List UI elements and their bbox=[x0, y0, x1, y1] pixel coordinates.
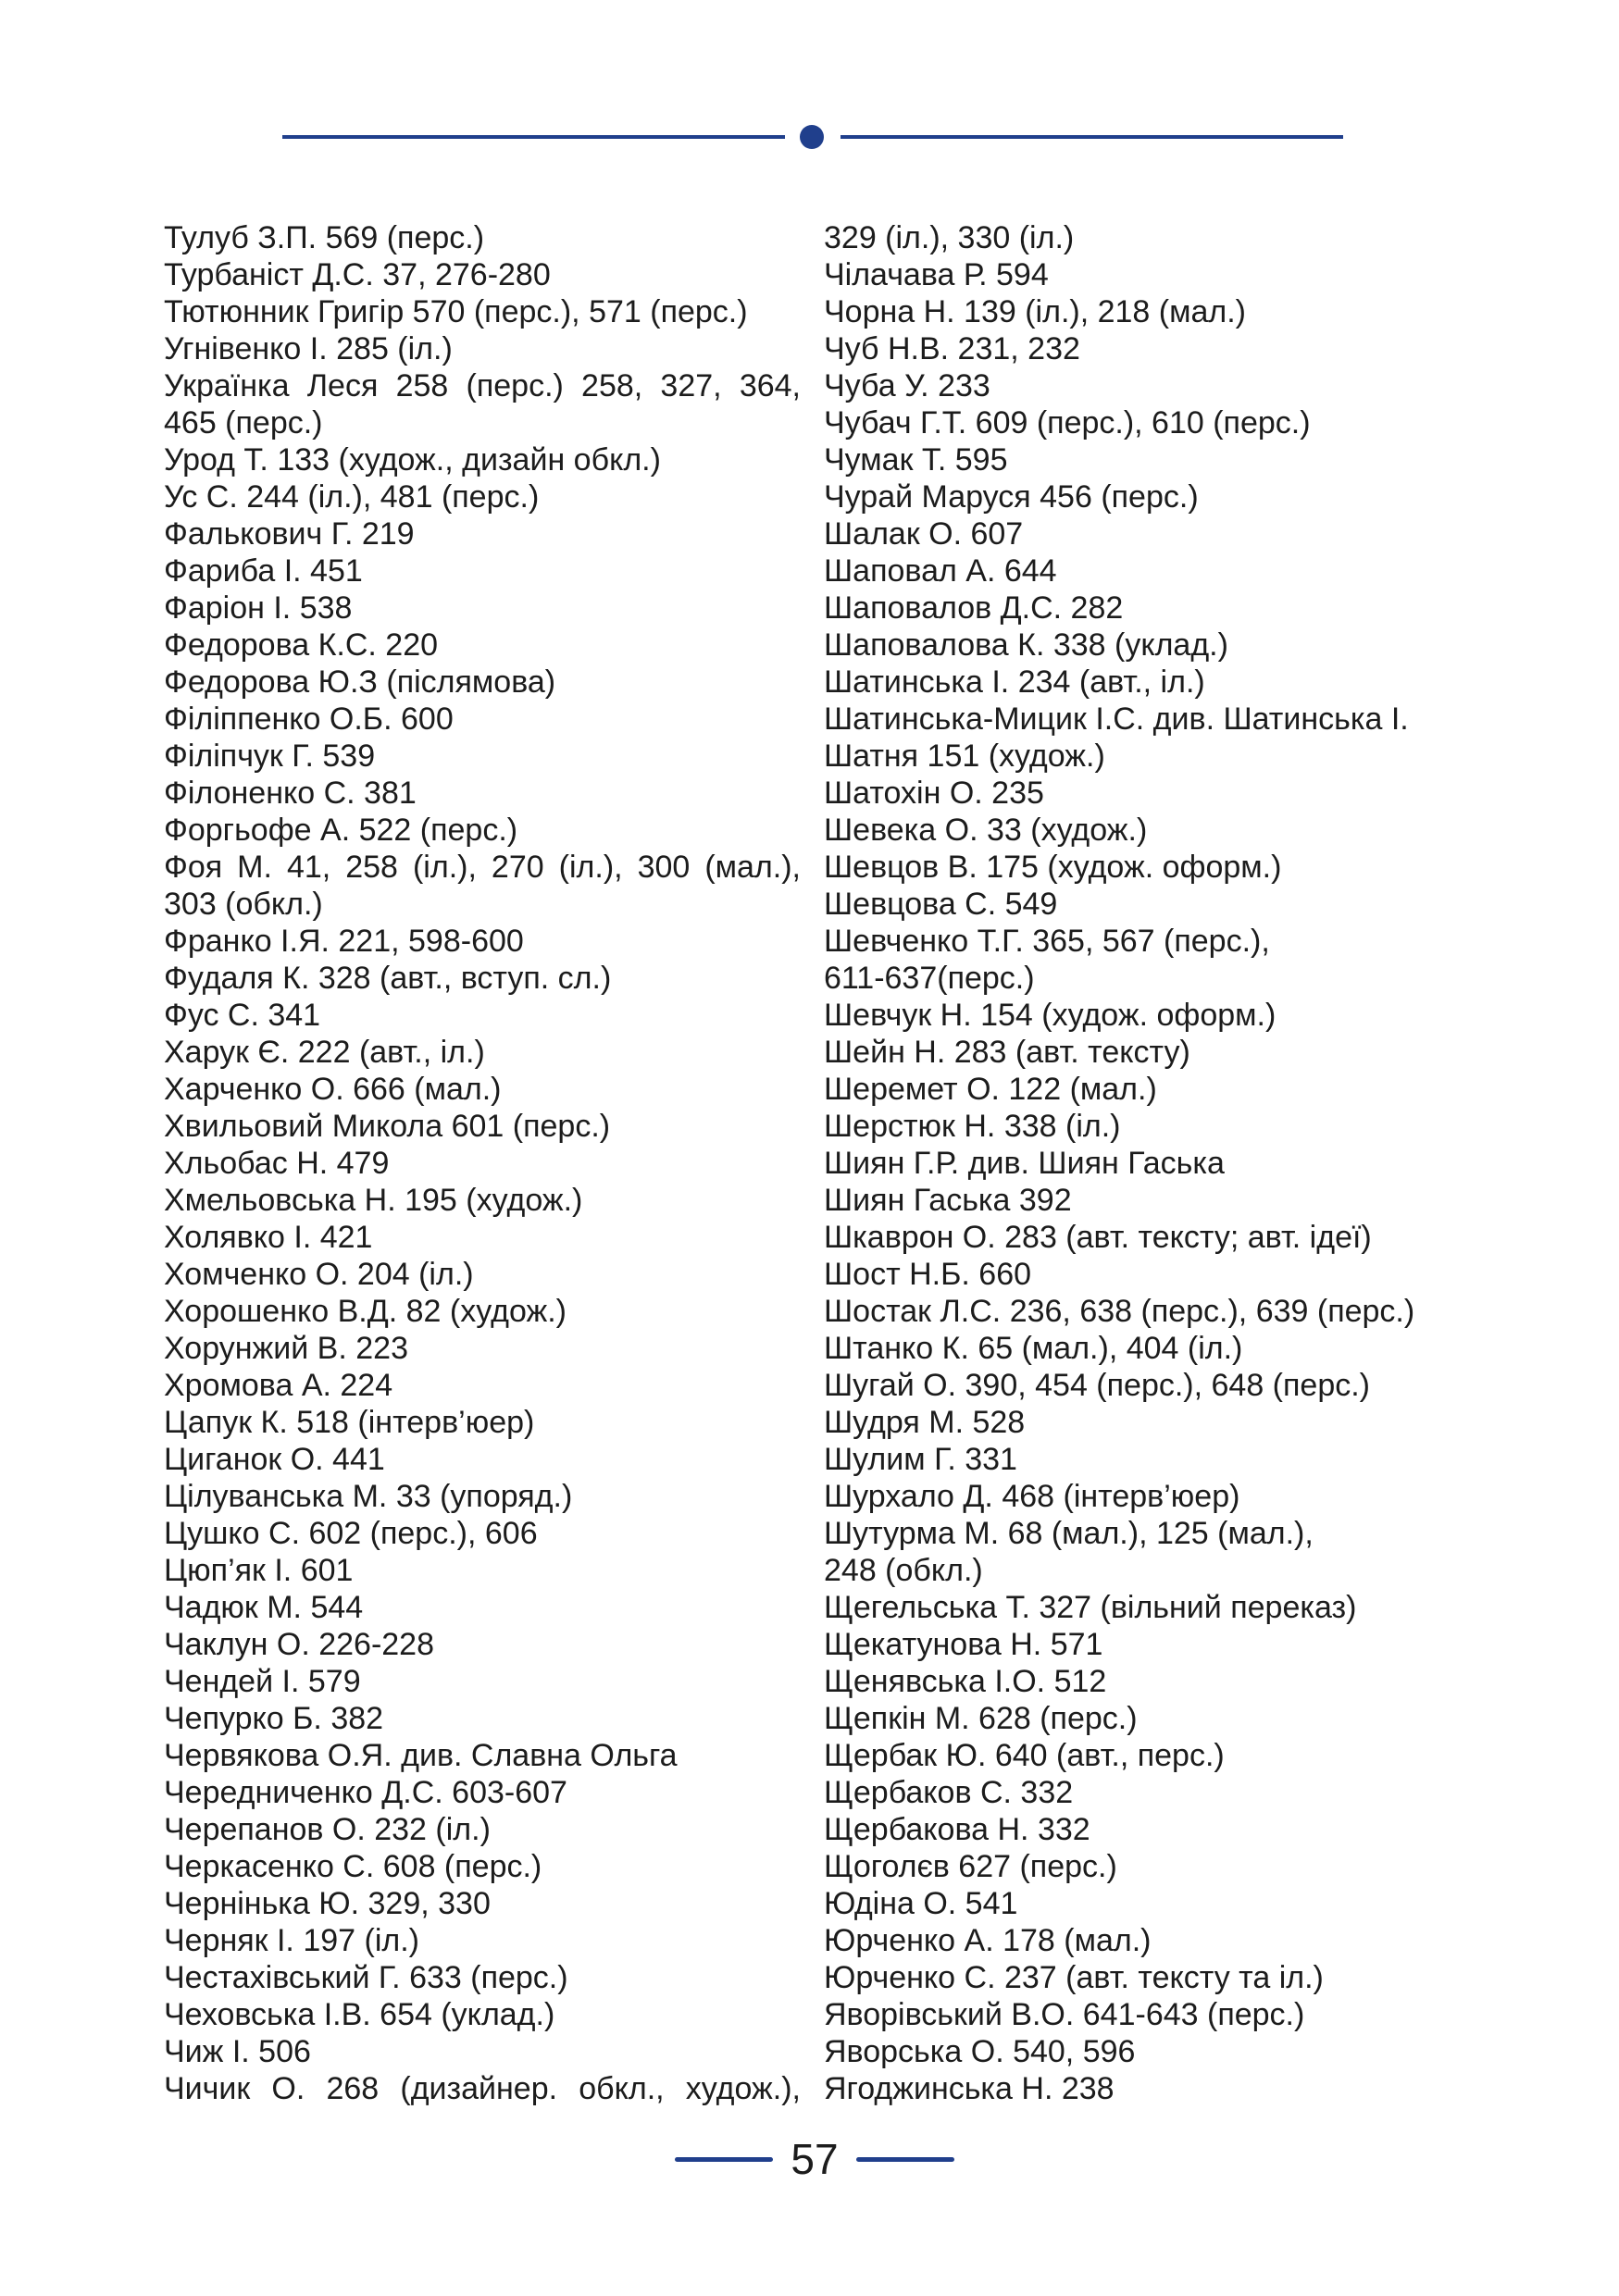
index-entry: Шевченко Т.Г. 365, 567 (перс.), bbox=[824, 924, 1270, 959]
index-entry: Щербак Ю. 640 (авт., перс.) bbox=[824, 1738, 1225, 1773]
index-entry: Чадюк М. 544 bbox=[164, 1590, 364, 1625]
index-entry: Шевчук Н. 154 (худож. оформ.) bbox=[824, 998, 1277, 1033]
index-entry: Шостак Л.С. 236, 638 (перс.), 639 (перс.) bbox=[824, 1294, 1415, 1329]
index-entry: Чередниченко Д.С. 603-607 bbox=[164, 1775, 567, 1810]
index-entry: Чуба У. 233 bbox=[824, 368, 990, 403]
index-entry: Шост Н.Б. 660 bbox=[824, 1257, 1032, 1292]
index-entry: Черепанов О. 232 (іл.) bbox=[164, 1812, 491, 1847]
index-column-right bbox=[824, 219, 1490, 2107]
index-entry: Чубач Г.Т. 609 (перс.), 610 (перс.) bbox=[824, 405, 1311, 441]
index-entry: Холявко І. 421 bbox=[164, 1220, 373, 1255]
index-entry: Філоненко С. 381 bbox=[164, 776, 417, 811]
index-entry: Щепкін М. 628 (перс.) bbox=[824, 1701, 1138, 1736]
index-entry: Щоголєв 627 (перс.) bbox=[824, 1849, 1117, 1884]
index-entry: Шулим Г. 331 bbox=[824, 1442, 1017, 1477]
index-entry: Фалькович Г. 219 bbox=[164, 516, 415, 552]
index-entry: Чернінька Ю. 329, 330 bbox=[164, 1886, 491, 1921]
index-entry: Штанко К. 65 (мал.), 404 (іл.) bbox=[824, 1331, 1243, 1366]
index-entry: Цілуванська М. 33 (упоряд.) bbox=[164, 1479, 573, 1514]
index-entry: Шурхало Д. 468 (інтерв’юер) bbox=[824, 1479, 1240, 1514]
index-entry: Хомченко О. 204 (іл.) bbox=[164, 1257, 474, 1292]
index-entry: Шалак О. 607 bbox=[824, 516, 1024, 552]
index-entry: Франко І.Я. 221, 598-600 bbox=[164, 924, 524, 959]
index-entry: Шиян Г.Р. див. Шиян Гаська bbox=[824, 1146, 1225, 1181]
index-entry: Ягоджинська Н. 238 bbox=[824, 2071, 1115, 2106]
index-entry: Червякова О.Я. див. Славна Ольга bbox=[164, 1738, 678, 1773]
index-entry: Філіппенко О.Б. 600 bbox=[164, 701, 454, 737]
index-entry: Фаріон І. 538 bbox=[164, 590, 353, 626]
index-entry: Цапук К. 518 (інтерв’юер) bbox=[164, 1405, 535, 1440]
index-entry: Шевцов В. 175 (худож. оформ.) bbox=[824, 850, 1282, 885]
index-entry: Шиян Гаська 392 bbox=[824, 1183, 1072, 1218]
index-entry: Юдіна О. 541 bbox=[824, 1886, 1018, 1921]
ornament-dot bbox=[800, 125, 824, 149]
index-entry: Честахівський Г. 633 (перс.) bbox=[164, 1960, 568, 1995]
index-entry: Хорунжий В. 223 bbox=[164, 1331, 408, 1366]
index-entry: 329 (іл.), 330 (іл.) bbox=[824, 220, 1075, 255]
index-entry: Ус С. 244 (іл.), 481 (перс.) bbox=[164, 479, 540, 515]
index-entry: Щегельська Т. 327 (вільний переказ) bbox=[824, 1590, 1357, 1625]
index-entry: Українка Леся 258 (перс.) 258, 327, 364, bbox=[164, 368, 801, 403]
index-entry: Чепурко Б. 382 bbox=[164, 1701, 384, 1736]
index-entry: Філіпчук Г. 539 bbox=[164, 738, 376, 774]
footer-line-left bbox=[675, 2157, 773, 2162]
index-entry: 248 (обкл.) bbox=[824, 1553, 983, 1588]
index-entry: 303 (обкл.) bbox=[164, 887, 323, 922]
index-entry: Хмельовська Н. 195 (худож.) bbox=[164, 1183, 583, 1218]
index-entry: Шаповалова К. 338 (уклад.) bbox=[824, 627, 1228, 663]
index-entry: Фоя М. 41, 258 (іл.), 270 (іл.), 300 (мал.), bbox=[164, 850, 801, 885]
index-entry: 611-637(перс.) bbox=[824, 961, 1035, 996]
index-entry: Чілачава Р. 594 bbox=[824, 257, 1049, 292]
index-entry: Хорошенко В.Д. 82 (худож.) bbox=[164, 1294, 567, 1329]
ornament-line-right bbox=[841, 135, 1343, 139]
index-entry: Юрченко А. 178 (мал.) bbox=[824, 1923, 1152, 1958]
index-entry: Шерстюк Н. 338 (іл.) bbox=[824, 1109, 1121, 1144]
index-entry: Щербакова Н. 332 bbox=[824, 1812, 1090, 1847]
index-entry: Шевека О. 33 (худож.) bbox=[824, 813, 1148, 848]
index-entry: Циганок О. 441 bbox=[164, 1442, 385, 1477]
index-entry: Шаповал А. 644 bbox=[824, 553, 1057, 589]
index-entry: Чеховська І.В. 654 (уклад.) bbox=[164, 1997, 555, 2032]
index-entry: Угнівенко І. 285 (іл.) bbox=[164, 331, 453, 366]
index-entry: Цушко С. 602 (перс.), 606 bbox=[164, 1516, 538, 1551]
index-entry: 465 (перс.) bbox=[164, 405, 323, 441]
index-entry: Чумак Т. 595 bbox=[824, 442, 1008, 478]
index-entry: Тютюнник Григір 570 (перс.), 571 (перс.) bbox=[164, 294, 748, 329]
index-entry: Шейн Н. 283 (авт. тексту) bbox=[824, 1035, 1190, 1070]
index-entry: Шаповалов Д.С. 282 bbox=[824, 590, 1124, 626]
index-entry: Шатинська-Мицик І.С. див. Шатинська І. bbox=[824, 701, 1409, 737]
index-entry: Юрченко С. 237 (авт. тексту та іл.) bbox=[824, 1960, 1324, 1995]
page-number: 57 bbox=[791, 2135, 839, 2183]
footer-line-right bbox=[856, 2157, 954, 2162]
index-entry: Чиж І. 506 bbox=[164, 2034, 311, 2069]
index-entry: Чурай Маруся 456 (перс.) bbox=[824, 479, 1199, 515]
index-entry: Шутурма М. 68 (мал.), 125 (мал.), bbox=[824, 1516, 1314, 1551]
index-entry: Чаклун О. 226-228 bbox=[164, 1627, 435, 1662]
index-entry: Цюп’як І. 601 bbox=[164, 1553, 354, 1588]
index-entry: Шкаврон О. 283 (авт. тексту; авт. ідеї) bbox=[824, 1220, 1372, 1255]
index-entry: Шатня 151 (худож.) bbox=[824, 738, 1105, 774]
index-entry: Форгьофе А. 522 (перс.) bbox=[164, 813, 518, 848]
index-entry: Шугай О. 390, 454 (перс.), 648 (перс.) bbox=[824, 1368, 1371, 1403]
index-entry: Фус С. 341 bbox=[164, 998, 321, 1033]
index-entry: Чендей І. 579 bbox=[164, 1664, 361, 1699]
index-entry: Шеремет О. 122 (мал.) bbox=[824, 1072, 1157, 1107]
index-entry: Яворська О. 540, 596 bbox=[824, 2034, 1136, 2069]
top-ornament bbox=[0, 0, 1619, 185]
index-entry: Щербаков С. 332 bbox=[824, 1775, 1074, 1810]
index-entry: Харук Є. 222 (авт., іл.) bbox=[164, 1035, 485, 1070]
index-entry: Фариба І. 451 bbox=[164, 553, 363, 589]
index-entry: Щекатунова Н. 571 bbox=[824, 1627, 1103, 1662]
index-entry: Яворівський В.О. 641-643 (перс.) bbox=[824, 1997, 1305, 2032]
index-entry: Шатинська І. 234 (авт., іл.) bbox=[824, 664, 1205, 700]
index-entry: Харченко О. 666 (мал.) bbox=[164, 1072, 502, 1107]
index-entry: Федорова Ю.З (післямова) bbox=[164, 664, 556, 700]
index-entry: Чуб Н.В. 231, 232 bbox=[824, 331, 1080, 366]
index-entry: Урод Т. 133 (худож., дизайн обкл.) bbox=[164, 442, 661, 478]
index-entry: Чорна Н. 139 (іл.), 218 (мал.) bbox=[824, 294, 1246, 329]
index-entry: Тулуб З.П. 569 (перс.) bbox=[164, 220, 485, 255]
index-entry: Фудаля К. 328 (авт., вступ. сл.) bbox=[164, 961, 612, 996]
index-entry: Хромова А. 224 bbox=[164, 1368, 393, 1403]
index-entry: Шевцова С. 549 bbox=[824, 887, 1058, 922]
index-entry: Чичик О. 268 (дизайнер. обкл., худож.), bbox=[164, 2071, 801, 2106]
index-entry: Хльобас Н. 479 bbox=[164, 1146, 390, 1181]
index-entry: Черняк І. 197 (іл.) bbox=[164, 1923, 419, 1958]
index-entry: Черкасенко С. 608 (перс.) bbox=[164, 1849, 542, 1884]
index-entry: Федорова К.С. 220 bbox=[164, 627, 439, 663]
index-entry: Шудря М. 528 bbox=[824, 1405, 1026, 1440]
ornament-line-left bbox=[282, 135, 785, 139]
index-column-left bbox=[164, 219, 801, 2107]
index-entry: Щенявська І.О. 512 bbox=[824, 1664, 1107, 1699]
index-entry: Турбаніст Д.С. 37, 276-280 bbox=[164, 257, 551, 292]
index-entry: Хвильовий Микола 601 (перс.) bbox=[164, 1109, 611, 1144]
page-footer bbox=[0, 2128, 1619, 2203]
index-entry: Шатохін О. 235 bbox=[824, 776, 1044, 811]
